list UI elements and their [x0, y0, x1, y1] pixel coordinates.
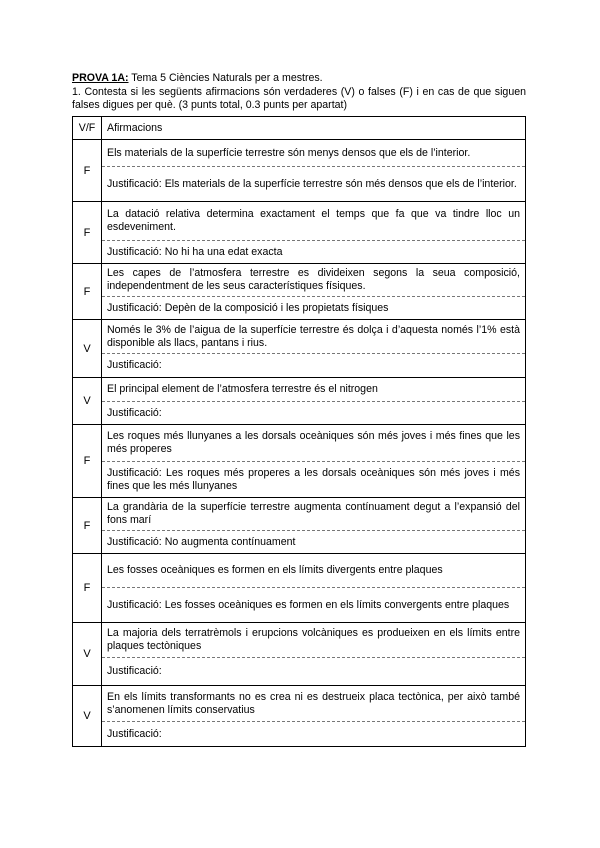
statement-label: En els límits transformants no es crea ni es destrueix placa tectònica, per això també s’anomenen límits conservatius [107, 690, 520, 716]
justification-label: Justificació: [107, 406, 162, 419]
statement-text [102, 264, 525, 297]
table-row [73, 686, 526, 747]
statement-text [102, 202, 525, 241]
justification-text [102, 658, 525, 685]
statement-text [102, 378, 525, 402]
vf-answer: F [73, 140, 102, 202]
statement-text [102, 140, 525, 167]
vf-answer: F [73, 498, 102, 554]
justification-text [102, 402, 525, 424]
justification-label: Justificació: No augmenta contínuament [107, 535, 296, 548]
statement-text [102, 623, 525, 658]
vf-answer: F [73, 425, 102, 498]
document-header [72, 72, 526, 112]
justification-text [102, 531, 525, 553]
justification-label: Justificació: Depèn de la composició i les propietats físiques [107, 301, 389, 314]
justification-text [102, 722, 525, 746]
statement-label: Les roques més llunyanes a les dorsals oceàniques són més joves i més fines que les més properes [107, 430, 520, 455]
statement-text [102, 498, 525, 531]
statement-cell [102, 378, 526, 425]
statement-cell [102, 264, 526, 320]
vf-answer: V [73, 320, 102, 378]
statement-cell [102, 686, 526, 747]
statement-label: El principal element de l’atmosfera terrestre és el nitrogen [107, 383, 378, 395]
table-row [73, 623, 526, 686]
statement-cell [102, 554, 526, 623]
statement-label: La grandària de la superfície terrestre augmenta contínuament degut a l’expansió del fons marí [107, 501, 520, 526]
exam-label: PROVA 1A: [72, 72, 129, 84]
statement-text [102, 425, 525, 462]
statement-text [102, 554, 525, 588]
statement-label: La datació relativa determina exactament el temps que fa que va tindre lloc un esdeveniment. [107, 208, 520, 233]
justification-text [102, 167, 525, 201]
statement-label: Els materials de la superfície terrestre són menys densos que els de l’interior. [107, 146, 471, 159]
vf-answer: F [73, 554, 102, 623]
table-row [73, 264, 526, 320]
vf-answer: V [73, 378, 102, 425]
statement-cell [102, 498, 526, 554]
column-header-statements: Afirmacions [102, 117, 526, 140]
justification-label: Justificació: Les roques més properes a les dorsals oceàniques són més joves i més fines que les més llunyanes [107, 466, 520, 492]
column-header-vf: V/F [73, 117, 102, 140]
table-row [73, 378, 526, 425]
vf-answer: F [73, 202, 102, 264]
statement-cell [102, 320, 526, 378]
table-header-row [73, 117, 526, 140]
statement-label: Les capes de l’atmosfera terrestre es divideixen segons la seua composició, independentment de les seus característiques físiques. [107, 267, 520, 292]
table-row [73, 202, 526, 264]
justification-label: Justificació: Els materials de la superfície terrestre són més densos que els de l’interior. [107, 177, 517, 190]
exam-subtitle: Tema 5 Ciències Naturals per a mestres. [128, 72, 323, 84]
table-row [73, 140, 526, 202]
statement-cell [102, 202, 526, 264]
justification-text [102, 588, 525, 622]
statement-label: La majoria dels terratrèmols i erupcions volcàniques es produeixen en els límits entre plaques tectòniques [107, 627, 520, 652]
statement-label: Les fosses oceàniques es formen en els límits divergents entre plaques [107, 564, 443, 576]
statement-text [102, 320, 525, 354]
statement-text [102, 686, 525, 722]
vf-answer: V [73, 623, 102, 686]
justification-label: Justificació: [107, 359, 162, 371]
justification-label: Justificació: Les fosses oceàniques es formen en els límits convergents entre plaques [107, 598, 510, 611]
table-row [73, 554, 526, 623]
justification-text [102, 354, 525, 377]
statement-label: Només le 3% de l’aigua de la superfície terrestre és dolça i d’aquesta només l’1% està disponible als llacs, pantans i rius. [107, 323, 520, 349]
justification-text [102, 241, 525, 263]
statement-cell [102, 140, 526, 202]
vf-answer: F [73, 264, 102, 320]
justification-label: Justificació: [107, 727, 162, 740]
justification-label: Justificació: No hi ha una edat exacta [107, 245, 283, 258]
justification-text [102, 297, 525, 319]
document-title [72, 72, 526, 85]
table-row [73, 498, 526, 554]
justification-label: Justificació: [107, 665, 162, 677]
table-row [73, 320, 526, 378]
instructions: 1. Contesta si les següents afirmacions són verdaderes (V) o falses (F) i en cas de que siguen falses digues per què. (3 punts total, 0.3 punts per apartat) [72, 86, 526, 111]
justification-text [102, 462, 525, 497]
true-false-table [72, 116, 526, 747]
table-row [73, 425, 526, 498]
statement-cell [102, 623, 526, 686]
vf-answer: V [73, 686, 102, 747]
statement-cell [102, 425, 526, 498]
